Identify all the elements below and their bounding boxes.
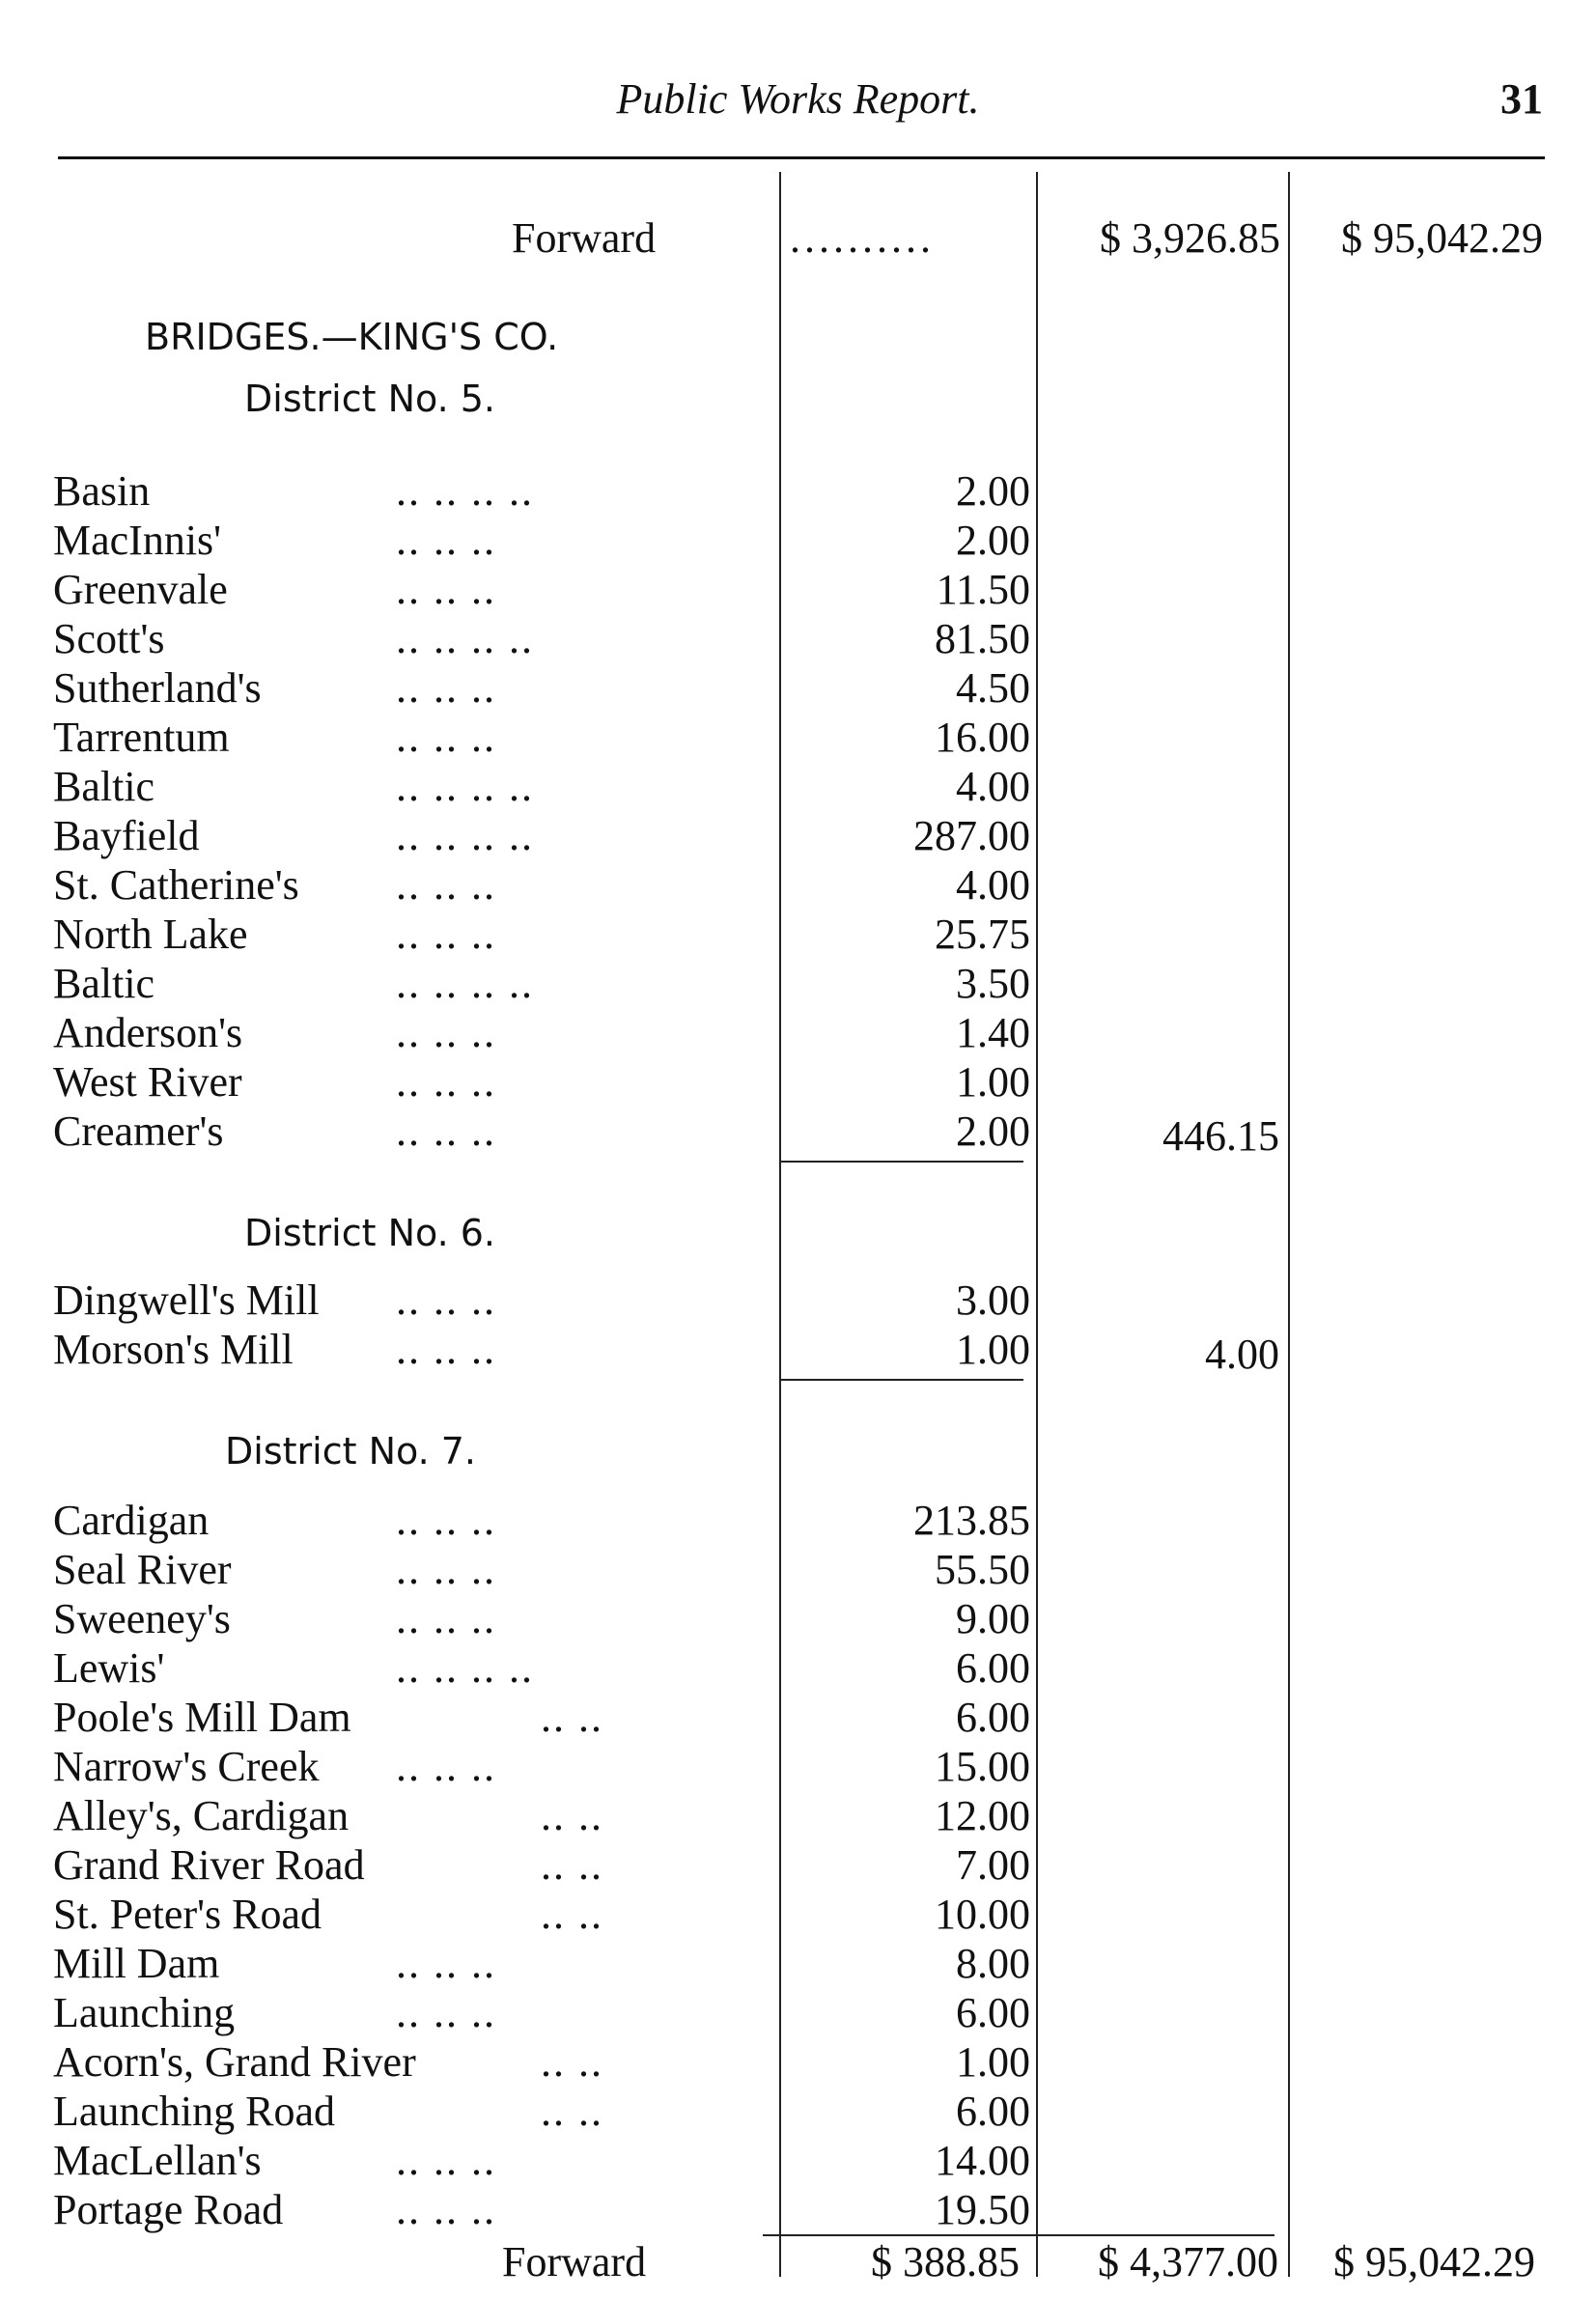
item-name: Greenvale: [53, 566, 228, 613]
leader-dots: .. .. ..: [396, 1940, 496, 1987]
leader-dots: .. .. .. ..: [396, 812, 534, 859]
item-amount: 1.00: [956, 2038, 1030, 2086]
item-amount: 4.50: [956, 664, 1030, 712]
item-name: Grand River Road: [53, 1841, 365, 1889]
item-name: Sweeney's: [53, 1595, 231, 1642]
item-name: MacInnis': [53, 517, 222, 564]
item-amount: 2.00: [956, 517, 1030, 564]
leader-dots: .. .. ..: [396, 1326, 496, 1373]
item-name: Cardigan: [53, 1497, 210, 1544]
item-amount: 3.00: [956, 1276, 1030, 1324]
leader-dots: .. ..: [541, 1694, 603, 1741]
item-name: Basin: [53, 467, 151, 515]
item-amount: 1.00: [956, 1058, 1030, 1106]
forward-top-col2: $ 3,926.85: [1100, 214, 1280, 262]
district-total: 446.15: [1162, 1112, 1279, 1160]
column-rule-1: [779, 172, 781, 2277]
item-name: MacLellan's: [53, 2137, 262, 2184]
item-name: Tarrentum: [53, 714, 230, 761]
district-title: District No. 7.: [225, 1430, 476, 1472]
item-amount: 6.00: [956, 1989, 1030, 2036]
item-amount: 9.00: [956, 1595, 1030, 1642]
header-rule: [58, 156, 1545, 159]
leader-dots: .. .. ..: [396, 1058, 496, 1106]
item-name: St. Catherine's: [53, 861, 299, 909]
column-rule-3: [1288, 172, 1290, 2277]
leader-dots: .. .. .. ..: [396, 615, 534, 662]
leader-dots: .. .. ..: [396, 1546, 496, 1593]
leader-dots: .. ..: [541, 1792, 603, 1839]
leader-dots: .. .. .. ..: [396, 960, 534, 1007]
item-amount: 15.00: [935, 1743, 1030, 1790]
item-name: Poole's Mill Dam: [53, 1694, 351, 1741]
item-name: Anderson's: [53, 1009, 243, 1056]
forward-label-top: Forward: [512, 214, 657, 262]
page-number: 31: [1500, 75, 1543, 123]
item-amount: 8.00: [956, 1940, 1030, 1987]
item-name: Baltic: [53, 763, 155, 810]
item-amount: 19.50: [935, 2186, 1030, 2233]
item-name: Acorn's, Grand River: [53, 2038, 416, 2086]
item-name: Lewis': [53, 1644, 165, 1692]
leader-dots: .. .. .. ..: [396, 1644, 534, 1692]
leader-dots: .. ..: [541, 1891, 603, 1938]
item-amount: 12.00: [935, 1792, 1030, 1839]
leader-dots: .. .. ..: [396, 1595, 496, 1642]
item-name: Mill Dam: [53, 1940, 220, 1987]
item-name: Seal River: [53, 1546, 232, 1593]
leader-dots: .. .. ..: [396, 714, 496, 761]
leader-dots: .. .. .. ..: [396, 763, 534, 810]
item-name: Morson's Mill: [53, 1326, 294, 1373]
leader-dots: .. .. ..: [396, 861, 496, 909]
item-amount: 6.00: [956, 2088, 1030, 2135]
item-amount: 1.00: [956, 1326, 1030, 1373]
leader-dots: .. ..: [541, 1841, 603, 1889]
leader-dots: .. .. ..: [396, 2186, 496, 2233]
subtotal-rule: [780, 1379, 1023, 1381]
item-name: Portage Road: [53, 2186, 284, 2233]
forward-leader-dots: ..........: [790, 214, 935, 262]
section-title: BRIDGES.—KING'S CO.: [145, 316, 559, 358]
item-amount: 6.00: [956, 1644, 1030, 1692]
item-name: St. Peter's Road: [53, 1891, 322, 1938]
leader-dots: .. .. ..: [396, 517, 496, 564]
item-name: Alley's, Cardigan: [53, 1792, 350, 1839]
item-amount: 4.00: [956, 861, 1030, 909]
item-name: Baltic: [53, 960, 155, 1007]
item-amount: 11.50: [936, 566, 1030, 613]
item-amount: 14.00: [935, 2137, 1030, 2184]
item-amount: 81.50: [935, 615, 1030, 662]
item-name: North Lake: [53, 911, 248, 958]
leader-dots: .. .. ..: [396, 1497, 496, 1544]
running-title: Public Works Report.: [616, 75, 980, 123]
item-amount: 25.75: [935, 911, 1030, 958]
district-title: District No. 6.: [244, 1212, 495, 1254]
item-amount: 287.00: [913, 812, 1030, 859]
leader-dots: .. .. ..: [396, 1276, 496, 1324]
item-name: Launching Road: [53, 2088, 336, 2135]
leader-dots: .. .. ..: [396, 1989, 496, 2036]
leader-dots: .. .. ..: [396, 2137, 496, 2184]
item-amount: 213.85: [913, 1497, 1030, 1544]
item-name: Launching: [53, 1989, 236, 2036]
district-total: 4.00: [1205, 1331, 1279, 1378]
item-amount: 1.40: [956, 1009, 1030, 1056]
leader-dots: .. .. ..: [396, 566, 496, 613]
forward-top-col3: $ 95,042.29: [1341, 214, 1543, 262]
subtotal-rule: [763, 2234, 1274, 2236]
item-name: Creamer's: [53, 1107, 224, 1155]
item-name: Scott's: [53, 615, 165, 662]
column-rule-2: [1036, 172, 1038, 2277]
forward-bottom-col1: $ 388.85: [871, 2238, 1020, 2285]
leader-dots: .. .. ..: [396, 911, 496, 958]
leader-dots: .. ..: [541, 2088, 603, 2135]
leader-dots: .. .. ..: [396, 1107, 496, 1155]
item-amount: 3.50: [956, 960, 1030, 1007]
item-amount: 2.00: [956, 1107, 1030, 1155]
district-title: District No. 5.: [244, 378, 495, 420]
item-name: West River: [53, 1058, 242, 1106]
item-name: Narrow's Creek: [53, 1743, 320, 1790]
item-amount: 7.00: [956, 1841, 1030, 1889]
leader-dots: .. .. .. ..: [396, 467, 534, 515]
item-amount: 4.00: [956, 763, 1030, 810]
item-amount: 10.00: [935, 1891, 1030, 1938]
forward-bottom-col2: $ 4,377.00: [1098, 2238, 1278, 2285]
item-amount: 55.50: [935, 1546, 1030, 1593]
item-name: Sutherland's: [53, 664, 262, 712]
leader-dots: .. .. ..: [396, 1009, 496, 1056]
item-name: Bayfield: [53, 812, 200, 859]
item-amount: 2.00: [956, 467, 1030, 515]
item-amount: 6.00: [956, 1694, 1030, 1741]
item-amount: 16.00: [935, 714, 1030, 761]
item-name: Dingwell's Mill: [53, 1276, 320, 1324]
subtotal-rule: [780, 1161, 1023, 1163]
leader-dots: .. .. ..: [396, 1743, 496, 1790]
leader-dots: .. ..: [541, 2038, 603, 2086]
leader-dots: .. .. ..: [396, 664, 496, 712]
forward-bottom-col3: $ 95,042.29: [1333, 2238, 1535, 2285]
forward-label-bottom: Forward: [502, 2238, 647, 2285]
